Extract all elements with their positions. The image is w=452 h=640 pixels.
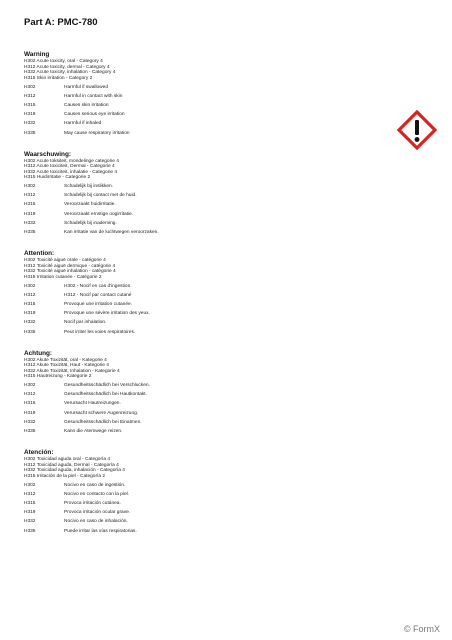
hazard-statement-row <box>24 383 384 389</box>
statement-code: H319 <box>24 112 36 118</box>
statement-code: H332 <box>24 519 36 525</box>
statement-code: H302 <box>24 482 36 488</box>
statement-code: H315 <box>24 202 36 208</box>
hazard-category-line: H302 Toxicidad aguda oral - Categoría 4 <box>24 457 111 462</box>
hazard-statement-row <box>24 420 384 426</box>
hazard-category-line: H315 Huidirritatie - Categorie 2 <box>24 175 91 181</box>
statement-code: H302 <box>24 184 36 190</box>
statement-text: Veroorzaakt ernstige oogirritatie. <box>64 211 134 217</box>
hazard-statement-row <box>24 401 384 407</box>
statement-text: Schadelijk bij inslikken. <box>64 184 114 190</box>
statement-text: Provoca irritación ocular grave. <box>64 510 131 516</box>
page-title: Part A: PMC-780 <box>24 17 98 28</box>
hazard-statement-row <box>24 284 384 290</box>
hazard-section <box>24 350 384 436</box>
hazard-statement-list <box>24 284 384 336</box>
hazard-category-line: H302 Akute Toxizität, oral - Kategorie 4 <box>24 357 107 363</box>
statement-code: H302 <box>24 383 36 389</box>
statement-text: Kann die Atemwege reizen. <box>64 429 123 434</box>
statement-text: Gesundheitsschädlich bei Hautkontakt. <box>64 392 147 398</box>
hazard-category-line: H312 Toxicité aiguë dermique - catégorie 4 <box>24 263 116 269</box>
statement-code: H319 <box>24 410 36 416</box>
statement-text: Puede irritar las vías respiratorias. <box>64 528 137 534</box>
statement-code: H332 <box>24 121 36 127</box>
hazard-statement-row <box>24 94 384 100</box>
hazard-statement-list <box>24 483 384 535</box>
hazard-statement-row <box>24 103 384 109</box>
statement-text: Verursacht schwere Augenreizung. <box>64 410 139 416</box>
statement-code: H315 <box>24 301 36 307</box>
hazard-statement-row <box>24 311 384 317</box>
statement-code: H335 <box>24 528 36 534</box>
statement-text: Veroorzaakt huidirritatie. <box>64 202 116 208</box>
statement-code: H319 <box>24 510 36 516</box>
hazard-statement-row <box>24 429 384 435</box>
statement-code: H312 <box>24 292 36 298</box>
hazard-statement-row <box>24 519 384 525</box>
section-title: Atención: <box>24 449 54 456</box>
hazard-statement-row <box>24 112 384 118</box>
statement-text: Verursacht Hautreizungen. <box>64 401 121 407</box>
statement-text: Causes serious eye irritation <box>64 112 125 118</box>
statement-text: Peut irriter les voies respiratoires. <box>64 329 136 335</box>
hazard-statement-row <box>24 230 384 236</box>
statement-code: H335 <box>24 329 36 335</box>
hazard-section <box>24 51 384 137</box>
hazard-category-line: H302 Toxicité aiguë orale - catégorie 4 <box>24 258 106 263</box>
footer-copyright: © FormX <box>403 624 440 634</box>
section-title: Achtung: <box>24 349 53 357</box>
hazard-statement-row <box>24 320 384 326</box>
hazard-category-line: H315 Hautreizung - Kategorie 2 <box>24 374 92 380</box>
hazard-category-line: H332 Toxicité aiguë inhalation - catégorie 4 <box>24 269 116 275</box>
section-title: Warning <box>24 51 50 58</box>
hazard-statement-row <box>24 202 384 208</box>
hazard-statement-row <box>24 330 384 336</box>
hazard-statement-row <box>24 193 384 199</box>
hazard-category-line: H315 Skin irritation - Category 2 <box>24 75 93 81</box>
hazard-category-line: H315 Irritación de la piel - Categoría 2 <box>24 473 106 479</box>
statement-code: H335 <box>24 230 36 235</box>
hazard-statement-row <box>24 293 384 299</box>
hazard-statement-row <box>24 529 384 535</box>
hazard-category-line: H332 Acute toxicity, inhalation - Category 4 <box>24 70 116 76</box>
statement-text: Schadelijk bij contact met de huid. <box>64 193 137 199</box>
hazard-statement-row <box>24 492 384 498</box>
hazard-statement-row <box>24 184 384 190</box>
statement-code: H312 <box>24 193 36 199</box>
hazard-section <box>24 449 384 535</box>
statement-text: Causes skin irritation <box>64 102 109 108</box>
hazard-statement-row <box>24 121 384 127</box>
statement-code: H335 <box>24 429 36 434</box>
statement-text: Harmful if inhaled <box>64 121 102 127</box>
hazard-statement-list <box>24 383 384 435</box>
statement-text: Nocivo en caso de ingestión. <box>64 482 126 488</box>
hazard-category-line: H315 Irritation cutanée - Catégorie 2 <box>24 274 102 280</box>
hazard-category-line: H312 Toxicidad aguda, Dermal - Categoría 4 <box>24 462 119 468</box>
statement-code: H332 <box>24 220 36 226</box>
statement-text: Provoca irritación cutánea. <box>64 500 121 506</box>
statement-text: Harmful if swallowed <box>64 84 108 90</box>
statement-code: H319 <box>24 211 36 217</box>
hazard-category-line: H312 Acute toxiciteit, Dermal - Categorie 4 <box>24 164 115 170</box>
hazard-statement-row <box>24 411 384 417</box>
hazard-category-line: H332 Toxicidad aguda, inhalación - Categoría 4 <box>24 468 125 474</box>
statement-text: Provoque une sévère irritation des yeux. <box>64 311 150 317</box>
hazard-statement-row <box>24 221 384 227</box>
hazard-statement-row <box>24 212 384 218</box>
hazard-statement-row <box>24 483 384 489</box>
statement-text: May cause respiratory irritation <box>64 130 130 136</box>
statement-code: H302 <box>24 283 36 289</box>
statement-text: H312 - Nocif par contact cutané <box>64 292 132 298</box>
hazard-category-line: H302 Acute toksiteit, mondelinge categorie 4 <box>24 158 119 164</box>
statement-text: Schadelijk bij inademing. <box>64 220 117 226</box>
hazard-section <box>24 250 384 336</box>
statement-code: H319 <box>24 311 36 317</box>
statement-text: Nocivo en caso de inhalación. <box>64 519 128 525</box>
statement-code: H335 <box>24 130 36 136</box>
hazard-category-line: H332 Acute toxiciteit, inhalatie - Categorie 4 <box>24 169 118 175</box>
statement-code: H315 <box>24 102 36 108</box>
statement-text: H302 - Nocif en cas d'ingestion. <box>64 283 132 289</box>
statement-text: Harmful in contact with skin <box>64 93 123 99</box>
hazard-section <box>24 151 384 237</box>
ghs-exclamation-mark-icon <box>397 110 437 150</box>
hazard-statement-row <box>24 510 384 516</box>
hazard-statement-row <box>24 501 384 507</box>
statement-code: H302 <box>24 84 36 90</box>
statement-text: Kan irritatie van de luchtwegen veroorzaken. <box>64 230 159 235</box>
statement-text: Gesundheitsschädlich bei Verschlucken. <box>64 383 150 389</box>
hazard-statement-row <box>24 392 384 398</box>
hazard-statement-list <box>24 184 384 236</box>
statement-code: H312 <box>24 392 36 398</box>
statement-code: H332 <box>24 320 36 326</box>
section-title: Attention: <box>24 250 55 257</box>
section-title: Waarschuwing: <box>24 150 71 158</box>
hazard-statement-row <box>24 302 384 308</box>
statement-text: Nocif par inhalation. <box>64 320 107 326</box>
hazard-category-line: H332 Akute Toxizität, Inhalation - Kategorie 4 <box>24 368 120 374</box>
hazard-statement-list <box>24 85 384 137</box>
statement-text: Gesundheitsschädlich bei Einatmen. <box>64 419 142 425</box>
statement-code: H312 <box>24 93 36 99</box>
statement-code: H312 <box>24 491 36 497</box>
statement-text: Nocivo en contacto con la piel. <box>64 491 130 497</box>
statement-text: Provoque une irritation cutanée. <box>64 301 132 307</box>
hazard-statement-row <box>24 85 384 91</box>
statement-code: H315 <box>24 401 36 407</box>
hazard-category-line: H312 Acute toxicity, dermal - Category 4 <box>24 64 110 70</box>
hazard-statement-row <box>24 131 384 137</box>
statement-code: H315 <box>24 500 36 506</box>
hazard-sections <box>24 51 384 549</box>
hazard-category-line: H302 Acute toxicity, oral - Category 4 <box>24 59 103 64</box>
statement-code: H332 <box>24 419 36 425</box>
hazard-category-line: H312 Akute Toxizität, Haut - Kategorie 4 <box>24 363 109 369</box>
